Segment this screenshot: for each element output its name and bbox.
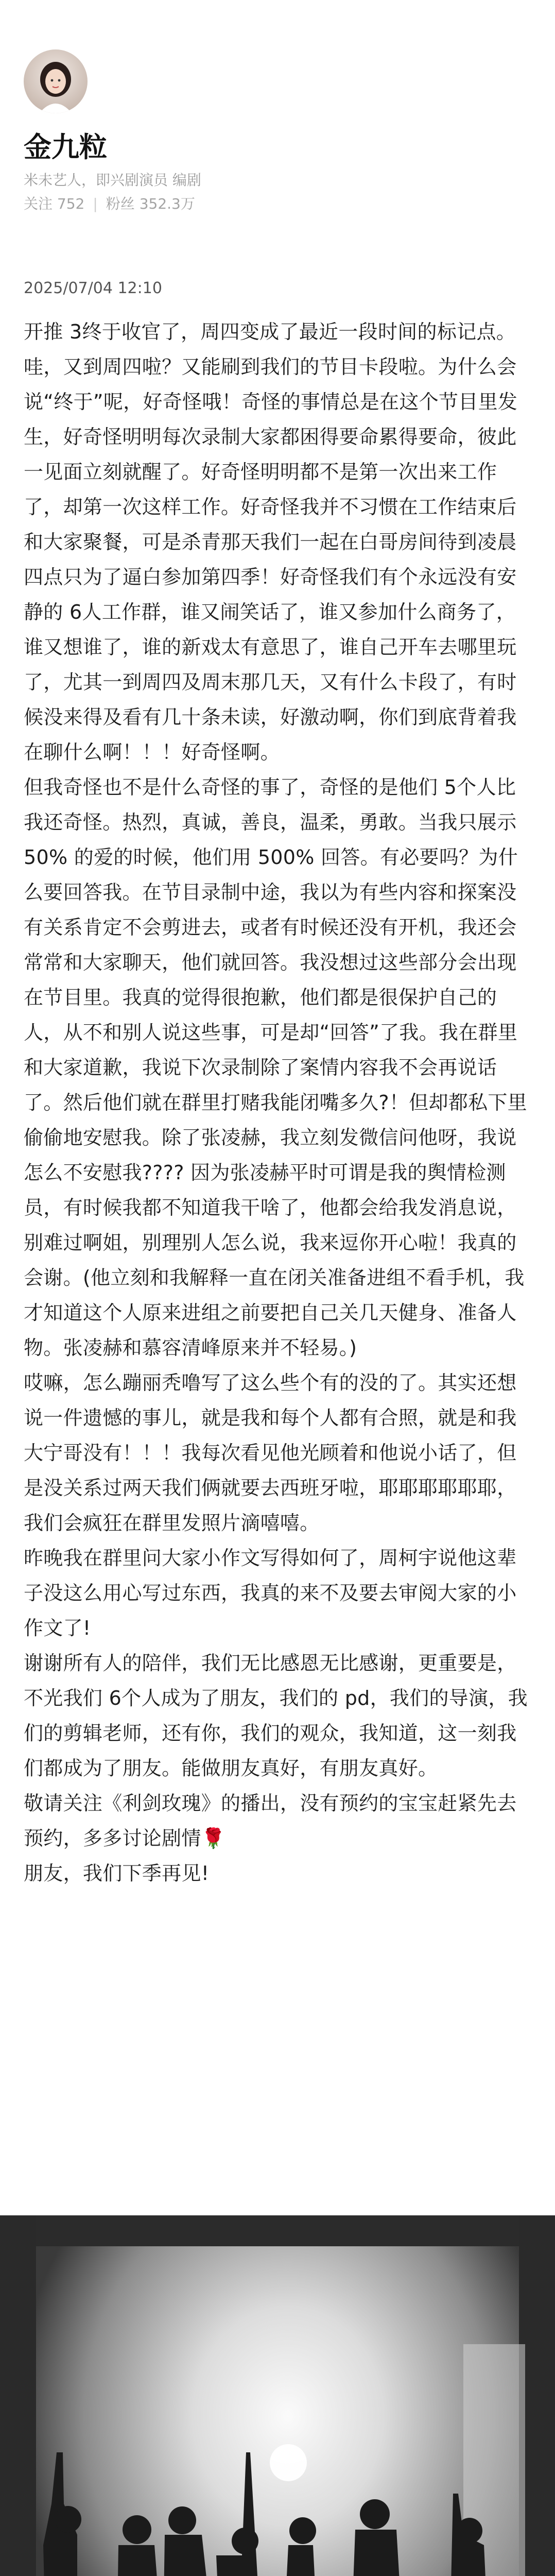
- profile-header: [24, 49, 528, 214]
- stage-photo-image: [0, 2215, 555, 2576]
- post-date: 2025/07/04 12:10: [24, 279, 162, 297]
- post-paragraph: 哎嘛，怎么蹦丽秃噜写了这么些个有的没的了。其实还想说一件遗憾的事儿，就是我和每个人都有合照，就是和我大宁哥没有！！！我每次看见他光顾着和他说小话了，但是没关系过两天我们俩就要去西班牙啦，耶耶耶耶耶耶，我们会疯狂在群里发照片滴嘻嘻。: [24, 1371, 517, 1534]
- post-content: [24, 314, 531, 1891]
- post-paragraph: 朋友，我们下季再见!: [24, 1862, 210, 1885]
- post-paragraph: 敬请关注《利剑玫瑰》的播出，没有预约的宝宝赶紧先去预约，多多讨论剧情🌹: [24, 1792, 517, 1850]
- profile-name[interactable]: 金九粒: [24, 131, 107, 163]
- profile-stats: [24, 194, 528, 214]
- follow-count[interactable]: 关注 752: [24, 195, 85, 212]
- stats-divider: |: [93, 195, 98, 212]
- post-photo[interactable]: [0, 2215, 555, 2576]
- post-paragraph: 但我奇怪也不是什么奇怪的事了，奇怪的是他们 5个人比我还奇怪。热烈，真诚，善良，温柔，勇敢。当我只展示 50% 的爱的时候，他们用 500% 回答。有必要吗？为什么要回答我。在节目录制中途，我以为有些内容和探案没有关系肯定不会剪进去，或者有时候还没有开机，我还会常常和大家聊天，他们就回答。我没想过这些部分会出现在节目里。我真的觉得很抱歉，他们都是很保护自己的人，从不和别人说这些事，可是却“回答”了我。我在群里和大家道歉，我说下次录制除了案情内容我不会再说话了。然后他们就在群里打赌我能闭嘴多久?！但却都私下里偷偷地安慰我。除了张凌赫，我立刻发微信问他呀，我说怎么不安慰我???? 因为张凌赫平时可谓是我的舆情检测员，有时候我都不知道我干啥了，他都会给我发消息说，别难过啊姐，别理别人怎么说，我来逗你开心啦！我真的会谢。(他立刻和我解释一直在闭关准备进组不看手机，我才知道这个人原来进组之前要把自己关几天健身、准备人物。张凌赫和慕容清峰原来并不轻易。): [24, 776, 527, 1359]
- post-paragraph: 昨晚我在群里问大家小作文写得如何了，周柯宇说他这辈子没这么用心写过东西，我真的来不及要去审阅大家的小作文了!: [24, 1547, 517, 1639]
- post-paragraph: 开推 3终于收官了，周四变成了最近一段时间的标记点。哇，又到周四啦？又能刷到我们的节目卡段啦。为什么会说“终于”呢，好奇怪哦！奇怪的事情总是在这个节目里发生，好奇怪明明每次录制大家都困得要命累得要命，彼此一见面立刻就醒了。好奇怪明明都不是第一次出来工作了，却第一次这样工作。好奇怪我并不习惯在工作结束后和大家聚餐，可是杀青那天我们一起在白哥房间待到凌晨四点只为了逼白参加第四季！好奇怪我们有个永远没有安静的 6人工作群，谁又闹笑话了，谁又参加什么商务了，谁又想谁了，谁的新戏太有意思了，谁自己开车去哪里玩了，尤其一到周四及周末那几天，又有什么卡段了，有时候没来得及看有几十条未读，好激动啊，你们到底背着我在聊什么啊！！！好奇怪啊。: [24, 320, 518, 764]
- avatar[interactable]: [24, 49, 88, 113]
- post-paragraph: 谢谢所有人的陪伴，我们无比感恩无比感谢，更重要是，不光我们 6个人成为了朋友，我们的 pd，我们的导演，我们的剪辑老师，还有你，我们的观众，我知道，这一刻我们都成为了朋友。能做朋友真好，有朋友真好。: [24, 1652, 528, 1780]
- avatar-image: [24, 49, 88, 113]
- profile-bio: 米未艺人，即兴剧演员 编剧: [24, 172, 201, 189]
- fan-count[interactable]: 粉丝 352.3万: [106, 195, 195, 212]
